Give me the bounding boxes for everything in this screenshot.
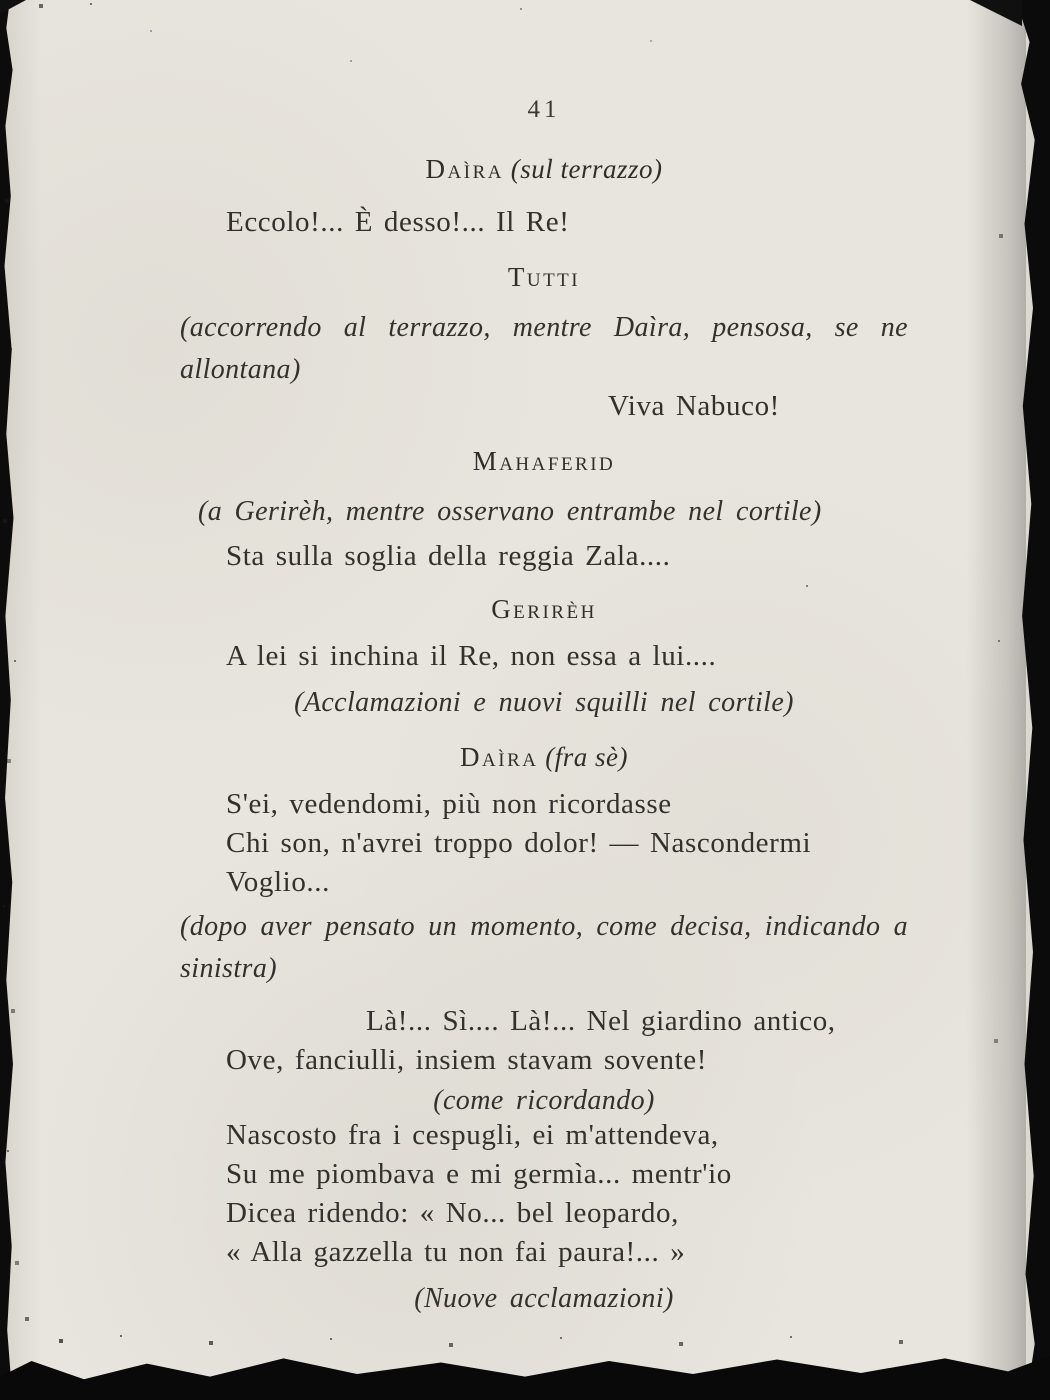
dialogue-group <box>180 785 908 902</box>
scan-corner-top-left <box>0 0 26 14</box>
speaker-name: Mahaferid <box>472 446 616 476</box>
speaker-heading-tutti <box>180 262 908 293</box>
speaker-heading-daira-2 <box>180 742 908 773</box>
dialogue-line: Ove, fanciulli, insiem stavam sovente! <box>226 1044 707 1076</box>
dialogue-line: Sta sulla soglia della reggia Zala.... <box>226 540 671 572</box>
dialogue-line: Dicea ridendo: « No... bel leopardo, <box>226 1197 679 1229</box>
stage-direction: (accorrendo al terrazzo, mentre Daìra, pensosa, se ne allontana) <box>180 312 908 385</box>
speaker-name: Tutti <box>507 262 581 292</box>
dialogue-group <box>180 1116 908 1272</box>
speaker-heading-mahaferid <box>180 446 908 477</box>
stage-direction: (come ricordando) <box>433 1085 655 1116</box>
speaker-name: Daìra <box>460 742 539 772</box>
scan-edge-bottom <box>0 1348 1050 1400</box>
inline-stage-direction: (sul terrazzo) <box>510 154 663 184</box>
inline-stage-direction: (fra sè) <box>545 742 628 772</box>
page-number: 41 <box>527 96 561 123</box>
dialogue-line: Voglio... <box>226 866 330 898</box>
dialogue-line: Eccolo!... È desso!... Il Re! <box>226 206 570 238</box>
scan-edge-left <box>0 0 18 1400</box>
speaker-heading-gerireh <box>180 594 908 625</box>
speaker-name: Daìra <box>425 154 504 184</box>
stage-direction: (Nuove acclamazioni) <box>414 1283 674 1314</box>
dialogue-line: Nascosto fra i cespugli, ei m'attendeva, <box>226 1119 719 1151</box>
dialogue-line: S'ei, vedendomi, più non ricordasse <box>226 788 672 820</box>
dialogue-line: Viva Nabuco! <box>608 390 780 422</box>
speaker-heading-daira-1 <box>180 154 908 185</box>
dialogue-line: Là!... Sì.... Là!... Nel giardino antico, <box>366 1005 836 1037</box>
dialogue-line: Su me piombava e mi germìa... mentr'io <box>226 1158 732 1190</box>
stage-direction: (Acclamazioni e nuovi squilli nel cortile) <box>294 687 794 718</box>
dialogue-line: « Alla gazzella tu non fai paura!... » <box>226 1236 686 1268</box>
scan-right-shading <box>966 0 1026 1400</box>
libretto-page-content <box>180 96 908 1320</box>
stage-direction: (dopo aver pensato un momento, come decisa, indicando a sinistra) <box>180 911 908 984</box>
speaker-name: Gerirèh <box>491 594 597 624</box>
dialogue-line: Chi son, n'avrei troppo dolor! — Nascondermi <box>226 827 812 859</box>
stage-direction: (a Gerirèh, mentre osservano entrambe nel cortile) <box>198 496 822 527</box>
dialogue-line: A lei si inchina il Re, non essa a lui.... <box>226 640 717 672</box>
